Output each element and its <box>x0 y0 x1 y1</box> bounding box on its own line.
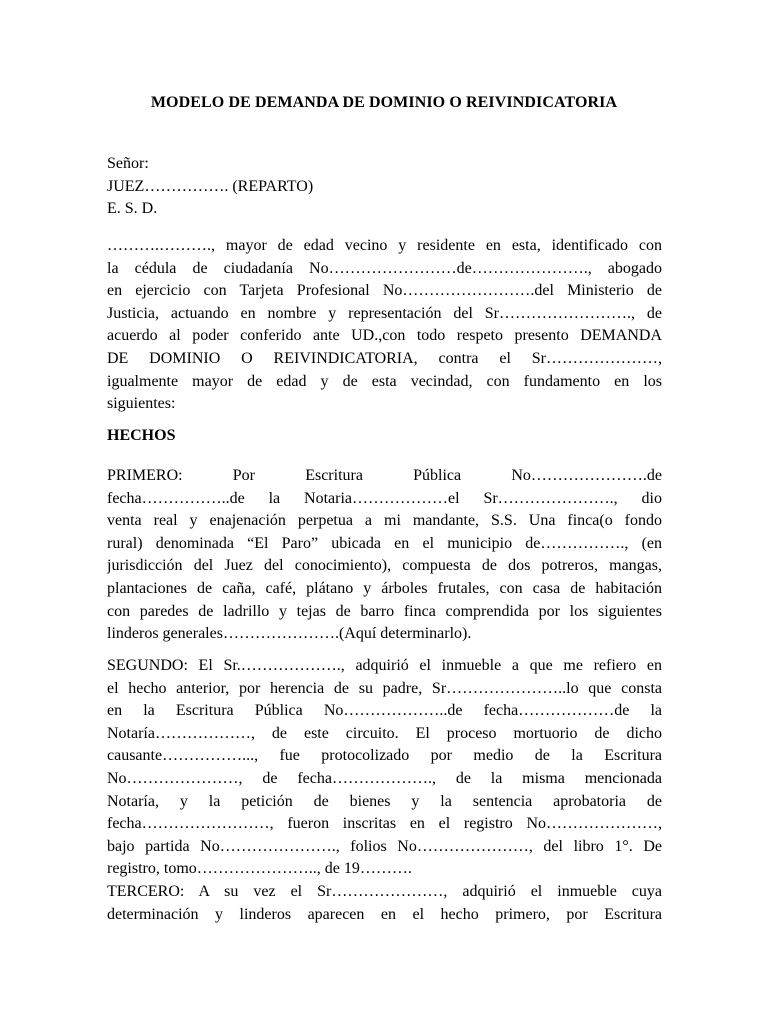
paragraph-line: No…………………, de fecha………………., de la misma mencionada <box>107 769 662 787</box>
paragraph-line: con paredes de ladrillo y tejas de barro finca comprendida por los siguientes <box>107 602 662 620</box>
paragraph-line: causante……………..., fue protocolizado por medio de la Escritura <box>107 747 662 765</box>
paragraph-line: el hecho anterior, por herencia de su padre, Sr…………………..lo que consta <box>107 679 662 697</box>
paragraph-line: Notaría, y la petición de bienes y la sentencia aprobatoria de <box>107 792 662 810</box>
paragraph-line: Justicia, actuando en nombre y representación del Sr……………………., de <box>107 304 662 322</box>
paragraph-line: rural) denominada “El Paro” ubicada en el municipio de……………., (en <box>107 534 662 552</box>
paragraph-primero <box>107 465 662 646</box>
paragraph-line: DE DOMINIO O REIVINDICATORIA, contra el Sr…………………, <box>107 349 662 367</box>
paragraph-line: venta real y enajenación perpetua a mi mandante, S.S. Una finca(o fondo <box>107 512 662 530</box>
paragraph-line: jurisdicción del Juez del conocimiento), compuesta de dos potreros, mangas, <box>107 557 662 575</box>
paragraph-line: en la Escritura Pública No………………..de fecha………………de la <box>107 702 662 720</box>
paragraph-line: ……….………., mayor de edad vecino y residente en esta, identificado con <box>107 237 662 254</box>
paragraph-line: la cédula de ciudadanía No……………………de…………………., abogado <box>107 259 662 277</box>
paragraph-line: siguientes: <box>107 395 176 413</box>
paragraph-line: fecha……………..de la Notaria………………el Sr…………………., dio <box>107 489 662 507</box>
section-heading-hechos <box>107 425 662 448</box>
paragraph-tercero <box>107 881 662 926</box>
paragraph-line: SEGUNDO: El Sr.………………., adquirió el inmueble a que me refiero en <box>107 657 662 674</box>
paragraph-line: registro, tomo………………….., de 19………. <box>107 860 412 878</box>
paragraph-segundo <box>107 655 662 881</box>
paragraph-line: acuerdo al poder conferido ante UD.,con todo respeto presento DEMANDA <box>107 327 662 345</box>
paragraph-line: PRIMERO: Por Escritura Pública No………………….de <box>107 467 662 484</box>
document-title: MODELO DE DEMANDA DE DOMINIO O REIVINDICATORIA <box>150 94 618 111</box>
paragraph-line: determinación y linderos aparecen en el hecho primero, por Escritura <box>107 905 662 923</box>
address-line: JUEZ……………. (REPARTO) <box>107 177 314 195</box>
paragraph-line: TERCERO: A su vez el Sr…………………, adquirió el inmueble cuya <box>107 883 662 900</box>
paragraph-line: Notaría………………, de este circuito. El proceso mortuorio de dicho <box>107 724 662 742</box>
paragraph-line: linderos generales………………….(Aquí determinarlo). <box>107 625 472 643</box>
address-line: Señor: <box>107 155 149 172</box>
paragraph-line: igualmente mayor de edad y de esta vecindad, con fundamento en los <box>107 372 662 390</box>
paragraph-line: fecha……………………, fueron inscritas en el registro No…………………, <box>107 815 662 833</box>
paragraph-line: en ejercicio con Tarjeta Profesional No…………………….del Ministerio de <box>107 282 662 300</box>
heading-text: HECHOS <box>107 427 176 444</box>
address-block <box>107 153 662 221</box>
intro-paragraph <box>107 235 662 416</box>
address-line: E. S. D. <box>107 200 158 218</box>
paragraph-line: bajo partida No…………………., folios No…………………, del libro 1°. De <box>107 837 662 855</box>
paragraph-line: plantaciones de caña, café, plátano y árboles frutales, con casa de habitación <box>107 579 662 597</box>
